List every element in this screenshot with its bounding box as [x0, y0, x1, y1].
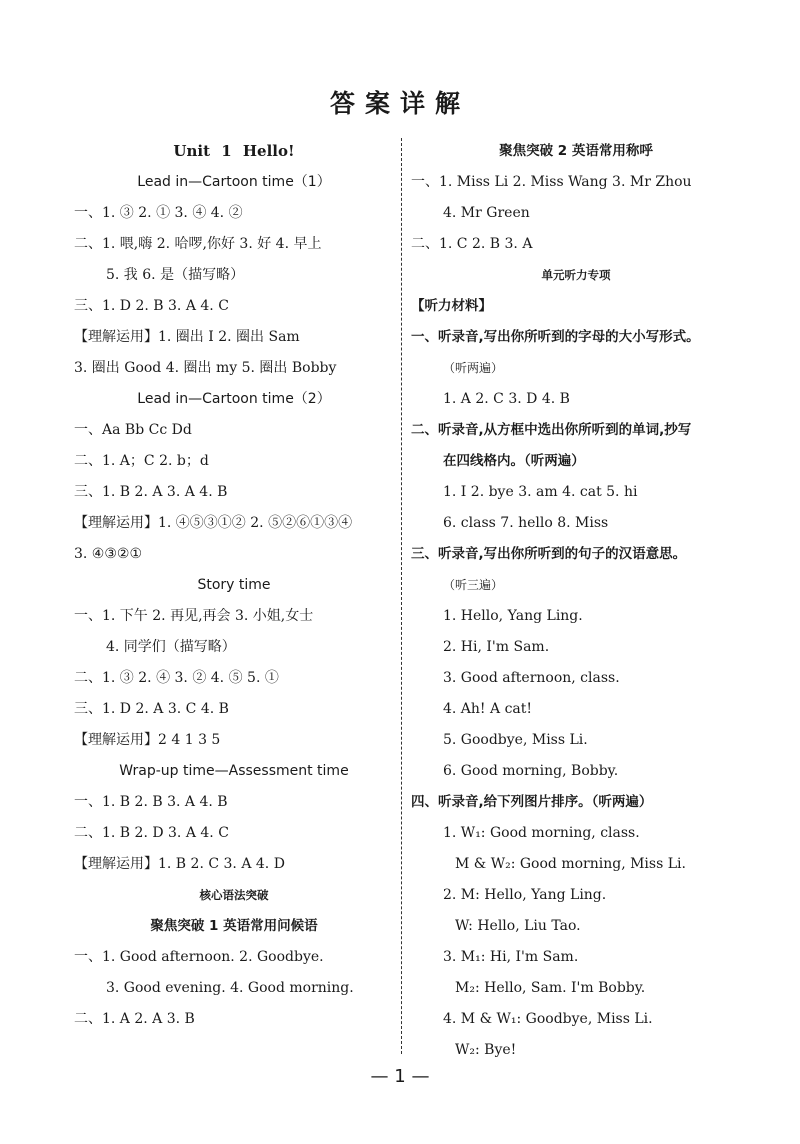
right-line-25: W: Hello, Liu Tao.: [455, 918, 581, 934]
right-column: [411, 136, 741, 1066]
left-line-19: 【理解运用】2 4 1 3 5: [74, 732, 221, 748]
left-line-12: 【理解运用】1. ④⑤③①② 2. ⑤②⑥①③④: [74, 515, 353, 531]
left-line-23: 【理解运用】1. B 2. C 3. A 4. D: [74, 856, 285, 872]
left-line-7: 3. 圈出 Good 4. 圈出 my 5. 圈出 Bobby: [74, 360, 337, 376]
left-line-20: Wrap-up time—Assessment time: [119, 763, 349, 779]
right-line-9: 二、听录音,从方框中选出你所听到的单词,抄写: [411, 422, 692, 438]
left-line-13: 3. ④③②①: [74, 546, 143, 562]
left-line-14: Story time: [197, 577, 271, 593]
left-line-21: 一、1. B 2. B 3. A 4. B: [74, 794, 228, 810]
right-line-22: 1. W₁: Good morning, class.: [443, 825, 640, 841]
right-line-20: 6. Good morning, Bobby.: [443, 763, 619, 779]
right-line-1: 一、1. Miss Li 2. Miss Wang 3. Mr Zhou: [411, 174, 692, 190]
right-line-12: 6. class 7. hello 8. Miss: [443, 515, 609, 531]
right-line-23: M & W₂: Good morning, Miss Li.: [455, 856, 686, 872]
right-line-8: 1. A 2. C 3. D 4. B: [443, 391, 570, 407]
left-line-4: 5. 我 6. 是（描写略）: [106, 267, 245, 283]
right-line-21: 四、听录音,给下列图片排序。（听两遍）: [411, 794, 653, 810]
right-line-2: 4. Mr Green: [443, 205, 530, 221]
right-line-14: （听三遍）: [443, 578, 504, 592]
left-line-22: 二、1. B 2. D 3. A 4. C: [74, 825, 229, 841]
left-line-3: 二、1. 喂,嗨 2. 哈啰,你好 3. 好 4. 早上: [74, 236, 322, 252]
right-line-24: 2. M: Hello, Yang Ling.: [443, 887, 607, 903]
left-line-17: 二、1. ③ 2. ④ 3. ② 4. ⑤ 5. ①: [74, 670, 279, 686]
right-line-18: 4. Ah! A cat!: [443, 701, 533, 717]
left-line-24: 核心语法突破: [199, 888, 269, 902]
right-line-29: W₂: Bye!: [455, 1042, 517, 1058]
right-line-15: 1. Hello, Yang Ling.: [443, 608, 583, 624]
right-line-27: M₂: Hello, Sam. I'm Bobby.: [455, 980, 646, 996]
left-line-0: Unit 1 Hello!: [173, 142, 295, 160]
right-line-26: 3. M₁: Hi, I'm Sam.: [443, 949, 579, 965]
left-line-15: 一、1. 下午 2. 再见,再会 3. 小姐,女士: [74, 608, 314, 624]
right-line-4: 单元听力专项: [541, 268, 611, 282]
left-line-8: Lead in—Cartoon time（2）: [137, 391, 331, 407]
left-line-16: 4. 同学们（描写略）: [106, 639, 236, 655]
right-line-5: 【听力材料】: [411, 298, 492, 314]
page-title: 答案详解: [329, 89, 470, 118]
left-line-18: 三、1. D 2. A 3. C 4. B: [74, 701, 229, 717]
right-line-19: 5. Goodbye, Miss Li.: [443, 732, 588, 748]
right-line-28: 4. M & W₁: Goodbye, Miss Li.: [443, 1011, 653, 1027]
right-line-17: 3. Good afternoon, class.: [443, 670, 620, 686]
right-line-6: 一、听录音,写出你所听到的字母的大小写形式。: [411, 329, 700, 345]
right-line-3: 二、1. C 2. B 3. A: [411, 236, 533, 252]
right-line-7: （听两遍）: [443, 361, 504, 375]
right-line-0: 聚焦突破 2 英语常用称呼: [499, 143, 653, 159]
right-line-10: 在四线格内。（听两遍）: [443, 453, 585, 469]
left-line-5: 三、1. D 2. B 3. A 4. C: [74, 298, 229, 314]
left-line-6: 【理解运用】1. 圈出 I 2. 圈出 Sam: [74, 329, 300, 345]
left-line-9: 一、Aa Bb Cc Dd: [74, 422, 192, 438]
left-line-10: 二、1. A；C 2. b；d: [74, 453, 209, 469]
left-line-25: 聚焦突破 1 英语常用问候语: [150, 918, 318, 934]
left-line-1: Lead in—Cartoon time（1）: [137, 174, 331, 190]
right-line-13: 三、听录音,写出你所听到的句子的汉语意思。: [411, 546, 687, 562]
left-line-28: 二、1. A 2. A 3. B: [74, 1011, 195, 1027]
page-number: — 1 —: [370, 1066, 430, 1087]
left-column: [74, 136, 394, 1035]
column-divider: [401, 138, 402, 1054]
right-line-16: 2. Hi, I'm Sam.: [443, 639, 550, 655]
left-line-26: 一、1. Good afternoon. 2. Goodbye.: [74, 949, 324, 965]
left-line-2: 一、1. ③ 2. ① 3. ④ 4. ②: [74, 205, 243, 221]
left-line-27: 3. Good evening. 4. Good morning.: [106, 980, 354, 996]
left-line-11: 三、1. B 2. A 3. A 4. B: [74, 484, 228, 500]
right-line-11: 1. I 2. bye 3. am 4. cat 5. hi: [443, 484, 638, 500]
